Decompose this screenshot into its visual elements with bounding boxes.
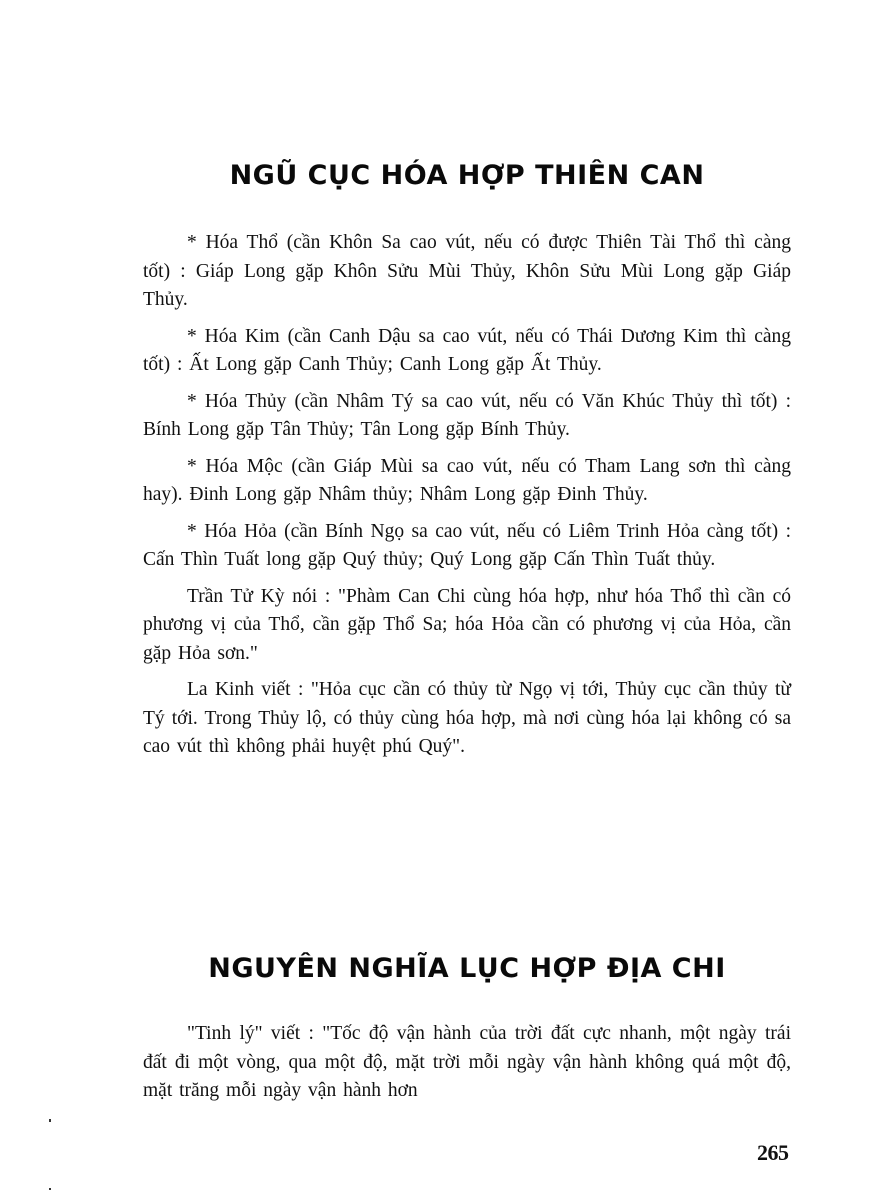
paragraph-hoa-hoa: * Hóa Hỏa (cần Bính Ngọ sa cao vút, nếu có Liêm Trinh Hỏa càng tốt) : Cấn Thìn Tuất long gặp Quý thủy; Quý Long gặp Cấn Thìn Tuất thủy. <box>143 520 791 570</box>
section-title-luc-hop: NGUYÊN NGHĨA LỤC HỢP ĐỊA CHI <box>208 953 726 984</box>
paragraph-hoa-thuy: * Hóa Thủy (cần Nhâm Tý sa cao vút, nếu có Văn Khúc Thủy thì tốt) : Bính Long gặp Tân Thủy; Tân Long gặp Bính Thủy. <box>143 390 791 440</box>
paragraph-hoa-tho: * Hóa Thổ (cần Khôn Sa cao vút, nếu có được Thiên Tài Thổ thì càng tốt) : Giáp Long gặp Khôn Sửu Mùi Thủy, Khôn Sửu Mùi Long gặp Giáp Thủy. <box>143 232 791 310</box>
section-body-luc-hop <box>143 1020 791 1114</box>
paragraph-la-kinh: La Kinh viết : "Hỏa cục cần có thủy từ Ngọ vị tới, Thủy cục cần thủy từ Tý tới. Trong Thủy lộ, có thủy cùng hóa hợp, mà nơi cùng hóa lại không có sa cao vút thì không phải huyệt phú Quý". <box>143 679 791 757</box>
section-body-ngu-cuc <box>143 229 791 770</box>
scan-artifact <box>49 1188 51 1190</box>
scan-artifact <box>49 1119 51 1122</box>
paragraph-hoa-moc: * Hóa Mộc (cần Giáp Mùi sa cao vút, nếu có Tham Lang sơn thì càng hay). Đinh Long gặp Nhâm thủy; Nhâm Long gặp Đinh Thủy. <box>143 455 791 505</box>
page-number: 265 <box>757 1140 789 1165</box>
paragraph-tran-tu-ky: Trần Tử Kỳ nói : "Phàm Can Chi cùng hóa hợp, như hóa Thổ thì cần có phương vị của Thổ, cần gặp Thổ Sa; hóa Hỏa cần có phương vị của Hỏa, cần gặp Hỏa sơn." <box>143 585 791 664</box>
section-title-ngu-cuc: NGŨ CỤC HÓA HỢP THIÊN CAN <box>229 160 705 191</box>
paragraph-hoa-kim: * Hóa Kim (cần Canh Dậu sa cao vút, nếu có Thái Dương Kim thì càng tốt) : Ất Long gặp Canh Thủy; Canh Long gặp Ất Thủy. <box>143 325 791 375</box>
paragraph-tinh-ly: "Tinh lý" viết : "Tốc độ vận hành của trời đất cực nhanh, một ngày trái đất đi một vòng, qua một độ, mặt trời mỗi ngày vận hành không quá một độ, mặt trăng mỗi ngày vận hành hơn <box>143 1023 791 1101</box>
